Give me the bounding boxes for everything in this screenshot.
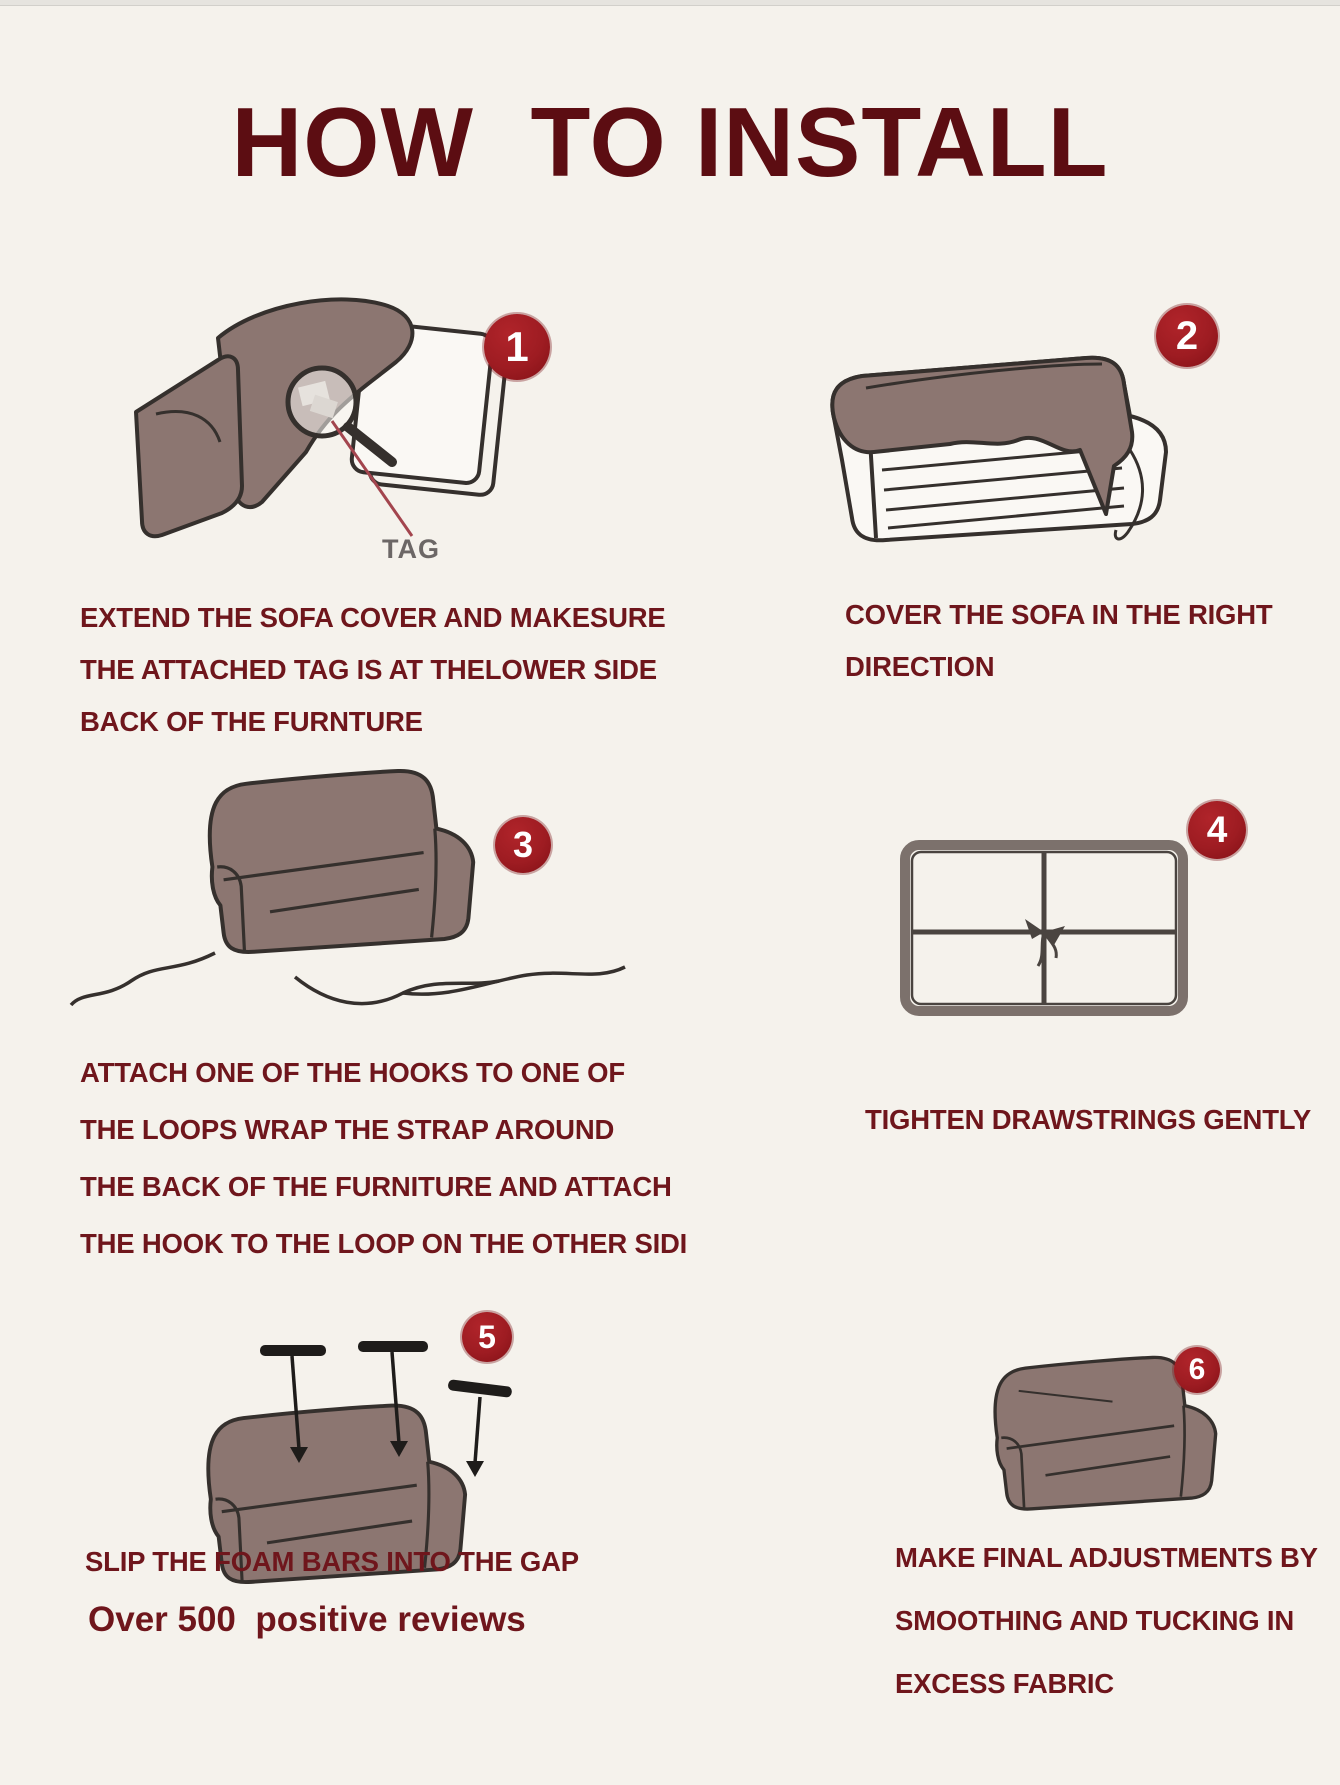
page-title: HOW TO INSTALL (231, 87, 1109, 197)
step-4-text (865, 1102, 1311, 1138)
step-1-line: EXTEND THE SOFA COVER AND MAKESURE (80, 602, 666, 633)
step-number-badge: 1 (484, 314, 550, 380)
step-6-text (895, 1526, 1318, 1715)
step-2-line: DIRECTION (845, 651, 995, 682)
step-3-line: THE BACK OF THE FURNITURE AND ATTACH (80, 1171, 672, 1202)
step-5-text (85, 1540, 579, 1584)
covered-sofa-with-straps-illustration (65, 735, 635, 1025)
tag-label: TAG (382, 534, 440, 564)
step-3-text (80, 1044, 687, 1272)
step-number-badge: 4 (1188, 801, 1246, 859)
sofa-back-drawstring-illustration (895, 835, 1195, 1025)
step-6-line: EXCESS FABRIC (895, 1668, 1114, 1699)
step-3-line: ATTACH ONE OF THE HOOKS TO ONE OF (80, 1057, 625, 1088)
step-4-line: TIGHTEN DRAWSTRINGS GENTLY (865, 1104, 1312, 1135)
scan-edge-line (0, 0, 1340, 6)
step-number-badge: 6 (1174, 1347, 1220, 1393)
step-number-badge: 5 (462, 1312, 512, 1362)
step-2-text (845, 589, 1273, 693)
step-2-line: COVER THE SOFA IN THE RIGHT (845, 599, 1273, 630)
step-1-text (80, 592, 666, 748)
foam-bar-icon (448, 1379, 513, 1477)
step-number-badge: 3 (495, 817, 551, 873)
step-number-badge: 2 (1156, 305, 1218, 367)
step-6-line: MAKE FINAL ADJUSTMENTS BY (895, 1542, 1318, 1573)
step-6-line: SMOOTHING AND TUCKING IN (895, 1605, 1295, 1636)
step-1-line: THE ATTACHED TAG IS AT THELOWER SIDE (80, 654, 657, 685)
step-5-line: SLIP THE FOAM BARS INTO THE GAP (85, 1546, 579, 1577)
step-3-line: THE LOOPS WRAP THE STRAP AROUND (80, 1114, 615, 1145)
folded-sofa-cover-illustration (100, 290, 540, 540)
step-1-line: BACK OF THE FURNTURE (80, 706, 423, 737)
reviews-note: Over 500 positive reviews (88, 1600, 526, 1639)
bow-knot-icon (1025, 919, 1044, 939)
step-3-line: THE HOOK TO THE LOOP ON THE OTHER SIDI (80, 1228, 688, 1259)
